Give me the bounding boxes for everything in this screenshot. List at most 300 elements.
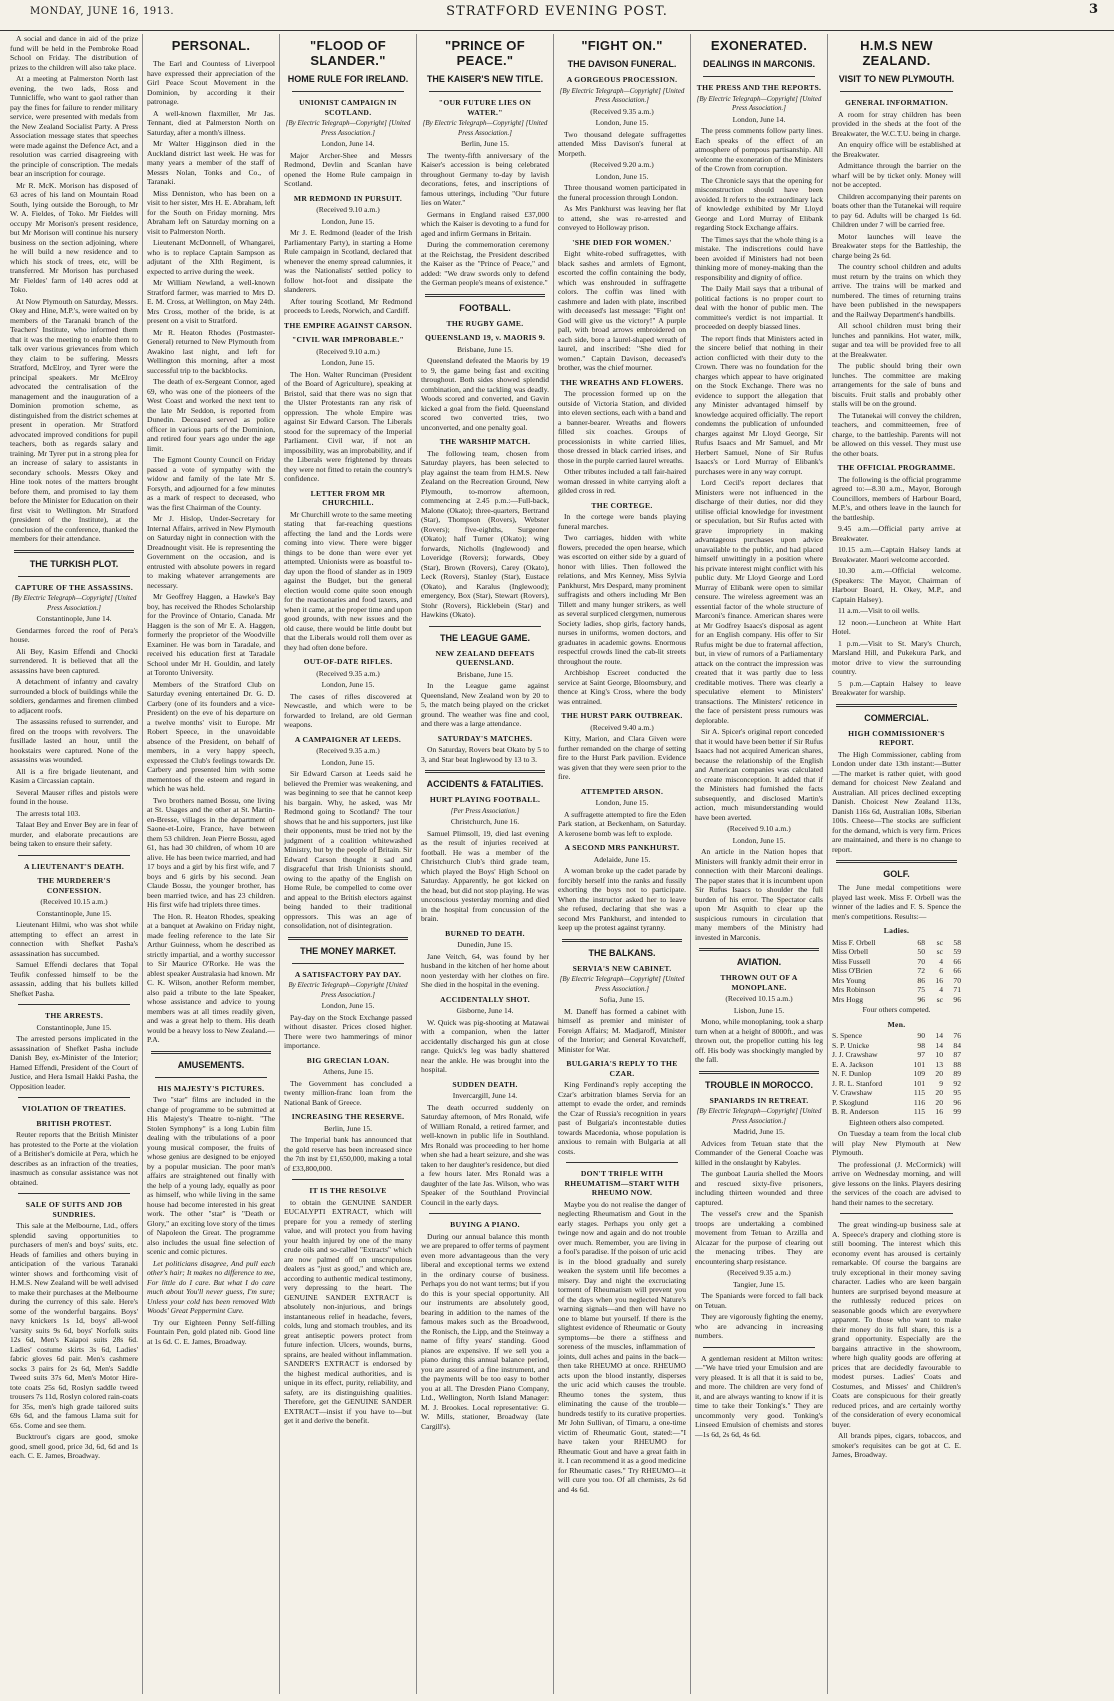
divider (425, 294, 545, 297)
headline: THE TURKISH PLOT. (29, 558, 119, 569)
table-row (832, 1107, 961, 1117)
dateline: Constantinople, June 15. (36, 1022, 112, 1032)
byline: [By Electric Telegraph—Copyright] [United Press Association.] (11, 594, 137, 612)
paragraph: The High Commissioner, cabling from London under date 13th instant:—Butter—The market is rather quiet, with good demand for choicest New Zealand and Australian. All prices declined excepting Danish. Choicest New Zealand 113s, Danish 116s 6d, Australian 108s, Siberian 100s. Cheese—The stocks are sufficient for the demand, which is very firm. Prices are maintained, and there is no change to report. (832, 749, 961, 854)
subheading: SPANIARDS IN RETREAT. (709, 1095, 809, 1105)
paragraph: All brands pipes, cigars, tobaccos, and smoker's requisites can be got at C. E. James, Broadway. (832, 1431, 961, 1459)
received-time: (Received 9.10 a.m.) (316, 205, 380, 214)
paragraph: Mono, while monoplaning, took a sharp turn when at a height of 8000ft., and was thrown out, the propellor cutting his leg off. His body was shockingly mangled by the fall. (695, 1017, 823, 1064)
subheading: MR REDMOND IN PURSUIT. (293, 193, 403, 203)
paragraph: The Spaniards were forced to fall back on Tetuan. (695, 1291, 823, 1310)
subheading: VIOLATION OF TREATIES. (21, 1104, 126, 1113)
table-row (832, 1041, 961, 1051)
headline: "FLOOD OF SLANDER." (309, 38, 387, 68)
paragraph: Lord Cecil's report declares that Ministers were not influenced in the discharge of their duties, nor did they utilise official knowledge for investment or speculation, but Sir Rufus acted with grave impropriety in making advantageous purchases upon advice unavailable to the public, and had placed himself unwittingly in a position where his private interest might conflict with his public duty. Mr Lloyd George and Lord Murray of Elibank were open to similar censure. The wireless agreement was an essential factor of the whole structure of Marconi's finance. American shares were at Mr Godfrey Isaacs's disposal as agent for an English company. His offer to Sir Rufus might be due to fraternal affection, but, in view of rumors of a Parliamentary attack on the contract the impression was created that it was partly due to less creditable motives. There was clearly a speculative element to Ministers' transactions. The Ministers' reticence in the face of persistent press rumours was deplorable. (695, 478, 823, 725)
divider (18, 855, 130, 856)
subheading: THE OFFICIAL PROGRAMME. (837, 463, 956, 472)
byline: [By Electric Telegraph—Copyright] [United Press Association.] (422, 119, 548, 137)
paragraph: The press comments follow party lines. Each speaks of the effect of an atmosphere of pompous partisanship. All welcome the exoneration of the Ministers of the Crown from corruption. (695, 126, 823, 173)
score-cell: 16 (935, 975, 943, 985)
paragraph: A social and dance in aid of the prize fund will be held in the Pembroke Road School on Friday. The distribution of prizes to the children will also take place. (10, 34, 138, 72)
divider (292, 1179, 404, 1180)
divider (18, 1193, 130, 1194)
paragraph: Sir A. Spicer's original report conceded that it would have been better if Sir Rufus Isaacs had not acquired American shares, because the relationship of the English and American companies was calculated to create misconception. It added that if the Ministers had furnished the facts subsequently, and disclosed Martin's action, much misunderstanding would have been averted. (695, 727, 823, 822)
paragraph: The Government has concluded a twenty million-franc loan from the National Bank of Greece. (284, 1078, 412, 1107)
headline: COMMERCIAL. (864, 712, 929, 723)
subheading: A LIEUTENANT'S DEATH. (23, 861, 125, 871)
table-row (832, 1088, 961, 1098)
subheading: GENERAL INFORMATION. (845, 98, 948, 107)
paragraph: The death of ex-Sergeant Connor, aged 69, who was one of the pioneers of the West Coast and worked the next tent to the late Mr Seddon, is reported from Dunedin. Deceased served as police officer in various parts of the Dominion, and retired four years ago under the age limit. (147, 377, 275, 453)
score-cell: 96 (917, 994, 925, 1004)
paragraph: Mr Geoffrey Haggen, a Hawke's Bay boy, has received the Rhodes Scholarship for the Province of Ontario, Canada. Mr Haggen is the son of Mr E. A. Haggen, formerly the proprietor of the Woodville Examiner. He was born in Taradale, and received his education first at Taradale School under Mr H. Gouldin, and lately at Toronto University. (147, 592, 275, 677)
paragraph: The Times says that the whole thing is a mistake. The indiscretions could have been avoided if Ministers had not been thinking more of money-making than the responsibility and dignity of office. (695, 234, 823, 282)
paragraph: Mr R. Heaton Rhodes (Postmaster-General) returned to New Plymouth from Awakino last night, and left for Wellington this morning, after a most successful trip to the backblocks. (147, 327, 275, 375)
page-number: 3 (1088, 2, 1098, 17)
dateline: Berlin, June 15. (323, 1123, 373, 1133)
paragraph: All school children must bring their lunches and pannikins. Hot water, milk, sugar and tea will be provided free to all at the Breakwater. (832, 321, 961, 359)
table-row (832, 1098, 961, 1108)
subheading: THE ARRESTS. (44, 1011, 104, 1020)
headline: THE MONEY MARKET. (300, 945, 396, 956)
subheading: QUEENSLAND 19, v. MAORIS 9. (424, 333, 546, 342)
paragraph: Reuter reports that the British Minister has protested to the Porte at the violation of a Britisher's domicile at Pera, which he describes as an infraction of the treaties, inasmuch as consular assistance was not obtained. (10, 1130, 138, 1187)
paragraph: The assassins refused to surrender, and fired on the troops with revolvers. The fusillade lasted an hour, until the hookstairs were captured. None of the assassins was wounded. (10, 717, 138, 764)
subheading: THE RUGBY GAME. (446, 318, 524, 328)
score-cell: 98 (917, 1040, 925, 1050)
received-time: (Received 10.15 a.m.) (40, 897, 108, 906)
paragraph: The Hon. R. Heaton Rhodes, speaking at a banquet at Awakino on Friday night, made feeling reference to the late Sir Arthur Guinness, whom he described as strictly impartial, and a worthy successor to Sir Maurice O'Rorke. He was the ablest speaker Australasia had known. Mr C. K. Wilson, another Reform member, also paid a tribute to the late Speaker, whose assistance and advice to young members was at all times readily given, and was a great help to them. His death would be a heavy loss to New Zealand.—P.A. (147, 911, 275, 1044)
paragraph: The Imperial bank has announced that the gold reserve has been increased since the 7th inst by £1,650,000, making a total of £33,800,000. (284, 1135, 412, 1173)
paragraph: Mr Churchill wrote to the same meeting stating that far-reaching questions affecting the land and the Lords were coming into view. There were bigger things to be done than were ever yet attempted. Unionists were as boastful to-day upon the flood of slander as in 1909 against the Budget, but the general election would come quite soon enough for the reactionaries and food taxers, and when it came, at the proper time and upon good grounds, with new issues and the old cause, there would be little doubt but that the Liberals would roll them over as they had often done before. (284, 509, 412, 652)
dateline: Lisbon, June 15. (733, 1005, 785, 1015)
received-time: (Received 9.35 a.m.) (727, 1268, 791, 1277)
subheading: INCREASING THE RESERVE. (291, 1112, 405, 1121)
headline: FOOTBALL. (459, 302, 511, 313)
paragraph: A woman broke up the cadet parade by forcibly herself into the ranks and fussily exhorting the boys not to participate. When the instructor asked her to leave she refused, declaring that she was a second Mrs Pankhurst, and intended to keep up the protest against tyranny. (558, 866, 686, 932)
note: Eighteen others also competed. (849, 1117, 944, 1127)
score-cell: 101 (913, 1059, 925, 1069)
divider (155, 1077, 267, 1078)
received-time: (Received 9.35 a.m.) (316, 668, 380, 678)
score-cell: B. R. Anderson (832, 1107, 879, 1116)
paragraph: Sir Edward Carson at Leeds said he believed the Premier was weakening, and was beginning to see that he cannot keep his bargain. Why, he asked, was Mr Redmond going to Scotland? The tour shows that he and his supporters, just like their opponents, must be tried not by the judgment of a coalition whitewashed Ministry, but by the people of Britain. Sir Edward Carson thought it sad and disgraceful that Irish Unionists should, owing to the apathy of the English on Home Rule, be compelled to come over and appeal to the British electors against being handed to their traditional oppressors. This was an age of consolidation, not of disintegration. (284, 769, 412, 930)
paragraph: Two "star" films are included in the change of programme to be submitted at His Majesty's Theatre to-night. "The Stolen Symphony" is a long Lubin film dealing with the tribulations of a poor young musical composer, the fruits of whose genius are designed to be enjoyed by a popular musician. The poor man's affairs are straightened out finally with the help of a young lady, equally as poor as himself, who while living in the same house had become interested in his great work. The other "star" is "Death or Glory," an exciting love story of the times of Napoleon the Great. The programme also includes the usual fine selection of scenic and comic pictures. (147, 1095, 275, 1256)
score-cell: 10 (935, 1050, 943, 1059)
paragraph: Mr William Newland, a well-known Stratford farmer, was married to Mrs D. E. M. Cross, at Wellington, on May 24th. Mrs Cross, mother of the bride, is at present on a visit to Stratford. (147, 278, 275, 325)
note: Four others competed. (862, 1005, 931, 1014)
paragraph: Mr R. McK. Morison has disposed of 63 acres of his land on Mountain Road South, lying outside the Borough, to Mr W. A. Fieldes, of Toko. Mr Fieldes will occupy Mr Morison's present residence, but Mr Morison will continue his nursery business on the section adjoining, where he will build a new residence and to which his stock of trees, etc, will be transferred. Mr Morison has purchased Mr Fieldes' farm of 140 acres odd at Toko. (10, 180, 138, 294)
score-cell: J. R. L. Stanford (832, 1078, 883, 1088)
divider (292, 91, 404, 92)
received-time: (Received 9.20 a.m.) (590, 160, 654, 169)
headline: DEALINGS IN MARCONIS. (702, 59, 815, 69)
headline: H.M.S NEW ZEALAND. (860, 38, 933, 68)
score-cell: Miss F. Orbell (832, 937, 876, 947)
headline: PERSONAL. (171, 38, 251, 53)
divider (836, 704, 957, 707)
score-cell: 72 (917, 966, 925, 975)
subheading: IT IS THE RESOLVE (309, 1186, 387, 1195)
dateline: London, June 14. (732, 114, 786, 124)
paragraph: The twenty-fifth anniversary of the Kaiser's accession is being celebrated throughout Germany to-day by lavish decorations, fetes, and inscriptions of famous utterings, including "Our future lies on Water." (421, 150, 549, 207)
paragraph: Two brothers named Bossu, one living at St. Usages and the other at St. Martin-en-Bresse, villages in the department of Saone-et-Loire, France, have between them 53 children. Jean Pierre Bossu, aged 61, has had 30 children, of whom 10 are alive. He has been twice married, and had 17 boys and a girl by his first wife, and 7 boys and 6 girls by his second. Jean Claude Bossu, the younger brother, has been married twice, and has 23 children. His first wife had triplets three times. (147, 795, 275, 909)
paragraph: Two thousand delegate suffragettes attended Miss Davison's funeral at Morpeth. (558, 129, 686, 158)
paragraph: Ali Bey, Kasim Effendi and Chocki surrendered. It is believed that all the assassins have been captured. (10, 646, 138, 675)
paragraph: Mr J. Hislop, Under-Secretary for Internal Affairs, arrived in New Plymouth on Saturday night in connection with the Dreadnought visit. He is representing the Government on the occasion, and is entrusted with absolute powers in regard to making whatever arrangements are necessary. (147, 514, 275, 590)
byline: [By Electric Telegraph—Copyright] [United Press Association.] (559, 975, 685, 993)
paragraph: The death occurred suddenly on Saturday afternoon, of Mrs Ronald, wife of William Ronald, a retired farmer, and well-known in public life in Southland. Mrs Ronald was proceeding to her home when she had a heart seizure, and she was taken to her daughter's residence, but died a few hours later. Mrs Ronald was a daughter of the late Jas. Wilson, who was Speaker of the Southland Provincial Council in the early days. (421, 1102, 549, 1207)
paragraph: As Mrs Pankhurst was leaving her flat to attend, she was re-arrested and conveyed to Holloway prison. (558, 204, 686, 232)
newspaper-title: STRATFORD EVENING POST. (446, 4, 668, 19)
paragraph: 1 p.m.—Visit to St. Mary's Church, Marsland Hill, and Pukekura Park, and motor drive to view the surrounding country. (832, 638, 961, 676)
paragraph: Pay-day on the Stock Exchange passed without disaster. Prices closed higher. There were two hammerings of minor importance. (284, 1012, 412, 1050)
paragraph: The arrests total 103. (16, 808, 81, 818)
score-cell: 89 (953, 1069, 961, 1078)
score-cell: V. Crawshaw (832, 1088, 873, 1097)
paragraph: They are vigorously fighting the enemy, who are advancing in increasing numbers. (695, 1312, 823, 1340)
paragraph: The Tutanekai will convey the children, teachers, and committeemen, free of charge, to the battleship. Parents will not be allowed on this vessel. They must use the other boats. (832, 410, 961, 458)
paragraph: Members of the Stratford Club on Saturday evening entertained Dr. G. D. Carbery (one of its founders and a vice-President) on the eve of his departure on a twelve months' visit to Europe. Mr Robert Speece, in the unavoidable absence of the President, on behalf of members, in a very happy speech, expressed the Club's feelings towards Dr. Carbery and presented him with some mementoes of the esteem and regard in which he was held. (147, 679, 275, 793)
paragraph: M. Daneff has formed a cabinet with himself as premier and minister of Foreign Affairs; M. Madjaroff, Minister of the Interior; and General Kovatcheff, Minister for War. (558, 1006, 686, 1054)
subheading: BIG GRECIAN LOAN. (306, 1055, 390, 1065)
score-cell: 4 (939, 956, 943, 966)
score-cell: 14 (935, 1040, 943, 1050)
paragraph: The cases of rifles discovered at Newcastle, and which were to be forwarded to Ireland, are old German weapons. (284, 691, 412, 729)
dateline: Dunedin, June 15. (457, 940, 513, 949)
paragraph: On Saturday, Rovers beat Okato by 5 to 3, and Star beat Inglewood by 13 to 3. (421, 745, 549, 764)
paragraph: The great winding-up business sale at A. Speece's drapery and clothing store is still booming. The interest which this economy event has aroused is certainly remarkable. Of course the bargains are truly exceptional in their money saving character. Ladies who are keen bargain hunters are surprised beyond measure at the ruthlessly reduced prices on seasonable goods which are everywhere apparent. To those who want to make their money do its full share, this is a grand opportunity. Especially are the bargains attractive in the showroom, where high quality goods are offering at prices that are decidedly favourable to modest purses. Ladies' Coats and Costumes, and Misses' and Children's Coats are conspicuous for their greatly reduced prices, and are certainly worthy of the consideration of every economical buyer. (832, 1220, 961, 1429)
divider (425, 770, 545, 773)
paragraph: A detachment of infantry and cavalry surrounded a block of buildings while the soldiers, gendarmes and firemen climbed to adjacent roofs. (10, 677, 138, 715)
score-cell: 109 (913, 1069, 925, 1078)
byline: [By Electric Telegraph—Copyright] [United Press Association.] (696, 1107, 822, 1125)
paragraph: The Hon. Walter Runciman (President of the Board of Agriculture), speaking at Bristol, said that there was no sign that the Ulster Protestants ran any risk of oppression. The whole Empire was against Sir Edward Carson. The Liberals stood for the supremacy of the Imperial Parliament. Civil war, if not an impossibility, was an improbability, and if the Liberals were frightened by threats they were not fitted to retain the country's confidence. (284, 369, 412, 483)
paragraph: Jane Veitch, 64, was found by her husband in the kitchen of her home about noon yesterday with her clothes on fire. She died in the hospital in the evening. (421, 951, 549, 989)
headline: GOLF. (883, 869, 910, 879)
paragraph: The gunboat Lauria shelled the Moors and rescued sixty-five prisoners, including thirteen wounded and three captured. (695, 1169, 823, 1207)
subheading: DON'T TRIFLE WITH RHEUMATISM—START WITH RHEUMO NOW. (564, 1169, 680, 1197)
score-cell: 115 (913, 1107, 925, 1116)
subheading: ATTEMPTED ARSON. (580, 786, 664, 796)
divider (429, 1213, 541, 1214)
score-cell: N. F. Dunlop (832, 1069, 872, 1078)
subheading: BULGARIA'S REPLY TO THE CZAR. (566, 1059, 678, 1078)
score-cell: 99 (953, 1107, 961, 1116)
divider (288, 937, 408, 940)
dateline: Adelaide, June 15. (593, 854, 651, 864)
paragraph: 10.30 a.m.—Official welcome. (Speakers: The Mayor, Chairman of Harbour Board, H. Okey, M.P., and Captain Halsey). (832, 566, 961, 604)
paragraph: All is a fire brigade lieutenant, and Kasim a Circassian captain. (10, 766, 138, 785)
dateline: London, June 15. (321, 358, 375, 367)
subheading: A CAMPAIGNER AT LEEDS. (294, 734, 402, 744)
score-cell: 90 (917, 1031, 925, 1040)
divider (18, 1004, 130, 1005)
paragraph: The arrested persons implicated in the assassination of Shefket Pasha include Danish Bey, ex-Minister of the Interior; Hamed Effendi, President of the Court of Justice, and Hera Ismail Hakki Pasha, the Opposition leader. (10, 1034, 138, 1091)
paragraph: Motor launches will leave the Breakwater steps for the Battleship, the charge being 2s 6d. (832, 231, 961, 260)
paragraph: Maybe you do not realise the danger of neglecting Rheumatism and Gout in the early stages. Perhaps you only get a twinge now and again and do not trouble over much. Remember, you are living in a fool's paradise. If the poison of uric acid is in the blood gradually and surely weaken the system until life becomes a misery. Day and night the excruciating torment of Rheumatism will prevent you of the days when you neglected Nature's warning signals—and then will have no one to blame but yourself. If there is the slightest evidence of Rheumatic or Gouty symptoms—be there a stiffness and soreness of the muscles, inflammation of joints, dull aches and pains in the back—then take RHEUMO at once. RHEUMO acts upon the blood instantly, disperses the uric acid which causes the trouble. Rheumo tones the system, thus eliminating the cause of the trouble—hundreds testify to its curative properties. Mr John Sullivan, of Timaru, a one-time victim of Rheumatic Gout, stated:—"I have taken your RHEUMO for Rheumatic Gout and have a great faith in it. I can recommend it as a good medicine for Rheumatic cases." Try RHEUMO—it will cure you too. Of all chemists, 2s 6d and 4s 6d. (558, 1199, 686, 1494)
paragraph: Children accompanying their parents on boats other than the Tutanekai will require to pay 6d. Adults will be charged 1s 6d. Children under 7 will be carried free. (832, 191, 961, 229)
received-time: (Received 9.10 a.m.) (316, 346, 380, 356)
score-cell: 101 (913, 1078, 925, 1088)
paragraph: to obtain the GENUINE SANDER EUCALYPTI EXTRACT, which will prepare for you a remedy of sterling value, and will protect you from having your health injured by one of the many crude oils and so-called "Extracts" which are now palmed off on unscrupulous dealers as "just as good," and which are, according to authentic medical testimony, very depressing to the heart. The GENUINE SANDER EXTRACT is absolutely non-injurious, and brings instantaneous relief in headache, fevers, colds, lung and stomach troubles, and its great antiseptic powers protect from future infection. Ulcers, wounds, burns, sprains, are healed without inflammation. SANDER'S EXTRACT is endorsed by the highest medical authorities, and is unique in its effect, purity, reliability, and safety, are its distinguishing qualities. Therefore, get the GENUINE SANDER EXTRACT—insist if you have to—but get it and derive the benefit. (284, 1197, 412, 1425)
paragraph: Major Archer-Shee and Messrs Redmond, Devlin and Scanlan have opened the Home Rule campaign in Scotland. (284, 150, 412, 188)
score-cell: Miss Orbell (832, 947, 869, 956)
headline: EXONERATED. (710, 38, 808, 53)
paragraph: Lieutenant McDonnell, of Whangarei, who is to replace Captain Sampson as adjutant of the XIth Regiment, is expected to arrive during the week. (147, 238, 275, 276)
dateline: Christchurch, June 16. (450, 817, 520, 826)
divider (703, 1347, 815, 1348)
score-cell: 88 (953, 1059, 961, 1069)
dateline: Sofia, June 15. (599, 995, 645, 1004)
subheading: THROWN OUT OF A MONOPLANE. (720, 973, 798, 992)
table-row (832, 1079, 961, 1089)
score-cell: 96 (953, 994, 961, 1004)
subheading: OUT-OF-DATE RIFLES. (303, 657, 393, 666)
paragraph: The June medal competitions were played last week. Miss F. Orbell was the winner of the ladies and F. S. Spence the men's competitions. Results:— (832, 883, 961, 921)
score-cell: Mrs Robinson (832, 985, 876, 994)
paragraph: 5 p.m.—Captain Halsey to leave Breakwater for warship. (832, 678, 961, 697)
score-cell: 95 (953, 1088, 961, 1097)
headline: HOME RULE FOR IRELAND. (287, 74, 409, 84)
dateline: Tangier, June 15. (733, 1279, 785, 1289)
dateline: Brisbane, June 15. (456, 669, 514, 679)
score-cell: S. P. Unicke (832, 1040, 870, 1050)
table-row (832, 995, 961, 1005)
score-cell: 4 (939, 985, 943, 994)
table-row (832, 985, 961, 995)
subheading: Men. (887, 1019, 906, 1029)
subheading: SATURDAY'S MATCHES. (437, 733, 533, 743)
paragraph: The following is the official programme agreed to:—8.30 a.m., Mayor, Borough Councillors, members of Harbour Board, M.P.'s, and others leave in the launch for the battleship. (832, 474, 961, 522)
dateline: Athens, June 15. (322, 1067, 374, 1076)
dateline: London, June 15. (595, 798, 649, 807)
received-time: (Received 10.15 a.m.) (725, 994, 793, 1003)
headline: THE DAVISON FUNERAL. (567, 59, 677, 69)
masthead (0, 0, 1114, 31)
dateline: London, June 15. (321, 216, 375, 226)
subheading: CAPTURE OF THE ASSASSINS. (14, 582, 134, 592)
dateline: London, June 15. (321, 757, 375, 767)
paragraph: On Tuesday a team from the local club will play New Plymouth at New Plymouth. (832, 1129, 961, 1157)
paragraph: In the cortege were bands playing funeral marches. (558, 512, 686, 531)
column-7 (828, 34, 965, 1694)
score-cell: 59 (953, 947, 961, 956)
subheading: "CIVIL WAR IMPROBABLE." (291, 335, 405, 344)
subheading: THE MURDERER'S CONFESSION. (37, 876, 111, 895)
subheading: SERVIA'S NEW CABINET. (572, 963, 672, 973)
score-cell: 66 (953, 956, 961, 966)
score-cell: 20 (935, 1069, 943, 1078)
score-cell: 6 (939, 966, 943, 975)
dateline: London, June 14. (321, 139, 375, 148)
headline: VISIT TO NEW PLYMOUTH. (838, 74, 955, 84)
subheading: THE WREATHS AND FLOWERS. (560, 377, 684, 387)
table-row (832, 1050, 961, 1060)
dateline: Constantinople, June 14. (36, 614, 112, 623)
subheading: BUYING A PIANO. (450, 1220, 520, 1229)
received-time: (Received 9.35 a.m.) (590, 106, 654, 116)
paragraph: The procession formed up on the outside of Victoria Station, and divided into eleven sections, each with a band and a banner-bearer. Wreaths and flowers filled six coaches. Groups of processionists in white carried lilies, those dressed in black carried irises, and those in the purple carried laurel wreaths. (558, 389, 686, 465)
dateline: Invercargill, June 14. (452, 1091, 518, 1100)
divider (566, 1162, 678, 1163)
score-cell: 9 (939, 1078, 943, 1088)
score-cell: 70 (953, 975, 961, 985)
paragraph: Advices from Tetuan state that the Commander of the General Coache was killed in the onslaught by Kabyles. (695, 1138, 823, 1167)
paragraph: Other tributes included a tall fair-haired woman dressed in white carrying aloft a gilded cross in red. (558, 467, 686, 495)
score-cell: 16 (935, 1107, 943, 1116)
paragraph: At Now Plymouth on Saturday, Messrs. Okey and Hine, M.P.'s, were waited on by members of the Taranaki branch of the Teachers' Institute, who informed them that it was the meeting to enable them to talk over various grievances from which they claim to be suffering. Messrs Stratford, McElroy, and Tyrer were the principal speakers. Mr McElroy advocated the centralisation of the management and the inauguration of a Dominion promotion scheme, as distinguished from the district schemes at present in operation. Mr Stratford advocated improved conditions for pupil teachers, both as regards salary and training. Mr Tyrer put in a strong plea for an increase of salary to assistants in secondary schools. Messrs Okey and Hine took notes of the matters brought before them, and promised to lay them before the Minister for Education on their first visit to Wellington. Mr Stratford (president of the Institute), at the conclusion of the conference, thanked the members for their attendance. (10, 296, 138, 543)
column-6 (691, 34, 828, 1694)
headline: "FIGHT ON." (581, 38, 663, 53)
score-cell: E. A. Jackson (832, 1059, 874, 1069)
dateline: London, June 15. (732, 835, 786, 845)
paragraph: Samuel Effendi declares that Topal Teufik confessed himself to be the assassin, adding that his bullets killed Shefket Pasha. (10, 960, 138, 998)
headline: TROUBLE IN MOROCCO. (705, 1079, 813, 1090)
paragraph: In the League game against Queensland, New Zealand won by 20 to 5, the match being played on the cricket ground. The weather was fine and cool, and there was a large attendance. (421, 681, 549, 728)
paragraph: The professional (J. McCormick) will arrive on Wednesday morning, and will give lessons on the links. Players desiring the services of the coach are advised to hand their names to the secretary. (832, 1159, 961, 1207)
paragraph: Samuel Plimsoll, 19, died last evening as the result of injuries received at football. He was a member of the Christchurch Club's third grade team, which played the Boys' High School on Saturday. Apparently, he got kicked on the head, but did not stop playing. He was unconscious yesterday morning and died in the hospital from concussion of the brain. (421, 828, 549, 923)
paragraph: 11 a.m.—Visit to oil wells. (838, 606, 920, 615)
table-row (832, 976, 961, 986)
received-time: (Received 9.35 a.m.) (316, 746, 380, 755)
headline: AMUSEMENTS. (177, 1059, 245, 1070)
paragraph: The Egmont County Council on Friday passed a vote of sympathy with the widow and family of the late Mr S. Forsyth, and adjourned for a few minutes as a mark of respect to deceased, who was the first Chairman of the County. (147, 455, 275, 512)
dateline: Berlin, June 15. (460, 139, 510, 148)
headline: "PRINCE OF PEACE." (445, 38, 525, 68)
score-cell: 84 (953, 1040, 961, 1050)
paragraph: The Daily Mail says that a tribunal of political factions is no proper court to deal with the honor of public men. The committee's verdict is not impartial. It proceeded on deeply biassed lines. (695, 284, 823, 331)
paragraph: During our annual balance this month we are prepared to offer terms of payment even more advantageous than the very liberal and exceptional terms we extend in the ordinary course of business. Perhaps you do not want terms; but if you do this is your special opportunity. All our instruments are absolutely good, bearing in addition to the names of the famous makes such as the Broadwood, the Ronisch, the Lipp, and the Steinway a name of fifty years' standing. Good pianos are expensive. If we sell you a piano during this annual balance period, you are assured of a fine instrument, and the payments will be too easy to bother you at all. The Dresden Piano Company, Ltd., Wellington, North Island Manager: M. J. Brookes. Local representative: G. W. Mills, stationer, Broadway (late Cargill's). (421, 1231, 549, 1431)
dateline: London, June 15. (321, 1001, 375, 1010)
score-cell: Mrs Hogg (832, 994, 864, 1004)
paragraph: Archbishop Escreet conducted the service at Saint George, Bloomsbury, and thence at King's Cross, where the body was entrained. (558, 668, 686, 706)
dateline: Madrid, June 15. (733, 1127, 785, 1136)
subheading: HIGH COMMISSIONER'S REPORT. (848, 728, 945, 747)
score-cell: 70 (917, 956, 925, 966)
subheading: BRITISH PROTEST. (36, 1118, 112, 1128)
score-cell: 66 (953, 966, 961, 975)
paragraph: The vessel's crew and the Spanish troops are undertaking a combined movement from Tetuan to Arzilla and Alcazar for the purpose of clearing out the menacing tribes. They are encountering sharp resistance. (695, 1209, 823, 1266)
table-row (832, 1069, 961, 1079)
subheading: LETTER FROM MR CHURCHILL. (310, 488, 386, 507)
divider (840, 1213, 953, 1214)
issue-date: MONDAY, JUNE 16, 1913. (30, 6, 175, 17)
paragraph: Gendarmes forced the roof of Pera's house. (10, 625, 138, 644)
paragraph: Two carriages, hidden with white flowers, preceded the open hearse, which was escorted on either side by a guard of honor with lilies. Then followed the relations, and Mrs Kenney, Miss Sylvia Pankhurst, Mrs Despard, many prominent suffragists and others including Mr Ben Tillett and many hunger strikers, as well as several surpliced clergymen, numerous Society ladies, shop girls, factory hands, nurses in uniforms, women doctors, and graduates in academic gowns. Enormous respectful crowds lined the cab-lit streets throughout the route. (558, 533, 686, 666)
divider (836, 860, 957, 863)
ladies-results-table (832, 938, 961, 1005)
paragraph: Talaat Bey and Enver Bey are in fear of murder, and elaborate precautions are being taken to ensure their safety. (10, 820, 138, 848)
paragraph: Miss Denniston, who has been on a visit to her sister, Mrs H. E. Abraham, left for the South on Friday morning. Mrs Abraham left on Saturday morning on a visit to Palmerston North. (147, 188, 275, 236)
subheading: Ladies. (883, 926, 910, 935)
paragraph: The Chronicle says that the opening for misconstruction should have been avoided. It refers to the extraordinary lack of knowledge exhibited by Mr Lloyd George and Lord Murray of Elibank regarding Stock Exchange affairs. (695, 175, 823, 232)
divider (429, 91, 541, 92)
score-cell: 87 (953, 1050, 961, 1059)
divider (429, 626, 541, 627)
table-row (832, 966, 961, 976)
paragraph: Germans in England raised £37,000 which the Kaiser is devoting to a fund for aged and infirm Germans in Britain. (421, 209, 549, 238)
byline: By Electric Telegraph—Copyright [United Press Association.] (288, 981, 408, 999)
paragraph: Bucktrout's cigars are good, smoke good, smell good, price 3d, 6d, 6d and 1s each. C. E. James, Broadway. (10, 1432, 138, 1460)
paragraph: Several Mauser rifles and pistols were found in the house. (10, 787, 138, 806)
dateline: London, June 15. (321, 680, 375, 689)
paragraph: Eight white-robed suffragettes, with black sashes and armlets of Egmont, escorted the coffin containing the body, which was enshrouded in suffragette colors. The coffin was lined with cashmere and laden with plate, inscribed with deceased's last message: "Fight on! God will give us the victory!" A purple pall, with broad arrows embroidered on each side, bore a laurel-shaped wreath of laurel, and inscribed: "She died for women." Captain Davison, deceased's brother, was the chief mourner. (558, 249, 686, 372)
subheading: THE WARSHIP MATCH. (439, 437, 531, 446)
paragraph: After touring Scotland, Mr Redmond proceeds to Leeds, Norwich, and Cardiff. (284, 296, 412, 315)
paragraph: A gentleman resident at Milton writes:—"We have tried your Emulsion and are very pleased. It is all that it is said to be, and more. The children are very fond of it, and are always wanting to know if it is time to take their Tonking's." They are uncommonly very good. Tonking's Linseed Emulsion of chemists and stores—1s 6d, 2s 6d, 4s 6d. (695, 1353, 823, 1439)
paragraph: At a meeting at Palmerston North last evening, the two lads, Ross and Tunnicliffe, who want to gaol rather than pay the fines for failure to render military service, were presented with medals from the New Zealand Socialist Party. A Press Association message states that speeches were made against the Defence Act, and a resolution was carried disagreeing with the principle of conscription. The medals bear an inscription for courage. (10, 74, 138, 178)
score-cell: 97 (917, 1050, 925, 1059)
paragraph: During the commemoration ceremony at the Reichstag, the President described the Kaiser as the "Prince of Peace," and added: "We draw swords only to defend the German people's means of existence." (421, 240, 549, 287)
paragraph: The public should bring their own lunches. The committee are making arrangements for the sale of buns and biscuits. Fruit stalls and probably other stalls will be on the ground. (832, 361, 961, 408)
score-cell: 68 (917, 937, 925, 947)
received-time: (Received 9.40 a.m.) (590, 722, 654, 732)
subheading: 'SHE DIED FOR WOMEN.' (572, 237, 672, 247)
score-cell: 20 (935, 1097, 943, 1107)
divider (699, 1071, 819, 1074)
byline: [By Electric Telegraph—Copyright] [United Press Association.] (696, 94, 822, 112)
table-row (832, 1060, 961, 1070)
score-cell: sc (936, 947, 943, 956)
column-5 (554, 34, 691, 1694)
score-cell: Mrs Young (832, 975, 866, 985)
score-cell: 116 (913, 1097, 925, 1107)
column-3 (280, 34, 417, 1694)
column-2 (143, 34, 280, 1694)
paragraph: A room for stray children has been provided in the sheds at the foot of the Breakwater, the W.C.T.U. being in charge. (832, 109, 961, 138)
headline: THE BALKANS. (588, 947, 656, 958)
paragraph: A well-known flaxmiller, Mr Jas. Tennant, died at Palmerston North on Saturday, after a month's illness. (147, 108, 275, 137)
paragraph: A suffragette attempted to fire the Eden Park station, at Beckenham, on Saturday. A kerosene bomb was left to explode. (558, 809, 686, 838)
paragraph: Mr Walter Higginson died in the Auckland district last week. He was for many years a member of the staff of Messrs Nolan, Tonks and Co., of Taranaki. (147, 139, 275, 186)
verse: Let politicians disagree, And pull each other's hair; It makes no difference to me, For little do I care. But what I do care much about You'll never guess, I'm sure; Unless your cold has been removed With Woods' Great Peppermint Cure. (147, 1258, 275, 1315)
paragraph: An enquiry office will be established at the Breakwater. (832, 140, 961, 159)
score-cell: sc (936, 937, 943, 947)
table-row (832, 957, 961, 967)
score-cell: 71 (953, 985, 961, 994)
subheading: THE PRESS AND THE REPORTS. (696, 83, 822, 92)
score-cell: 13 (935, 1059, 943, 1069)
divider (18, 576, 130, 577)
divider (14, 550, 134, 553)
headline: ACCIDENTS & FATALITIES. (426, 779, 544, 789)
byline: [By Electric Telegraph—Copyright] [United Press Association.] (285, 119, 411, 137)
paragraph: 9.45 a.m.—Official party arrive at Breakwater. (832, 524, 961, 543)
divider (840, 91, 953, 92)
table-row (832, 1031, 961, 1041)
men-results-table (832, 1031, 961, 1117)
score-cell: 115 (913, 1088, 925, 1097)
divider (703, 76, 815, 77)
subheading: THE CORTEGE. (591, 500, 653, 510)
divider (18, 1097, 130, 1098)
headline: THE LEAGUE GAME. (439, 632, 530, 643)
paragraph: The following team, chosen from Saturday players, has been selected to play against the team from H.M.S. New Zealand on the Recreation Ground, New Plymouth, to-morrow afternoon, commencing at 2.45 p.m.:—Full-back, Malone (Okato); three-quarters, Bertrand (Star), Thompson (Rovers), Webster (Rovers); five-eighths, Surgeoner (Okato); half Turner (Okato); wing forwards, Nicholls (Inglewood) and Loveridge (Rovers); forwards, Obey (Star), Brown (Rovers), Carey (Okato), Leck (Rovers), Stanley (Star), Eustace (Okato), and Karalus (Inglewood); emergency, Box (Star), Stewart (Rovers), Stohr (Rovers), Ricklebein (Star) and Hawkins (Okato). (421, 448, 549, 619)
score-cell: P. Skoglund (832, 1097, 869, 1107)
score-cell: Miss O'Brien (832, 966, 873, 975)
subheading: SUDDEN DEATH. (452, 1079, 518, 1089)
subheading: HURT PLAYING FOOTBALL. (429, 795, 541, 804)
byline: [Per Press Association.] (450, 806, 520, 815)
subheading: ACCIDENTALLY SHOT. (440, 994, 530, 1004)
table-row (832, 938, 961, 948)
paragraph: Kitty, Marion, and Clara Given were further remanded on the charge of setting fire to the Hurst Park pavilion. Evidence was given that they were seen prior to the fire. (558, 734, 686, 781)
divider (699, 948, 819, 951)
score-cell: 96 (953, 1097, 961, 1107)
score-cell: 86 (917, 975, 925, 985)
dateline: London, June 15. (595, 171, 649, 181)
